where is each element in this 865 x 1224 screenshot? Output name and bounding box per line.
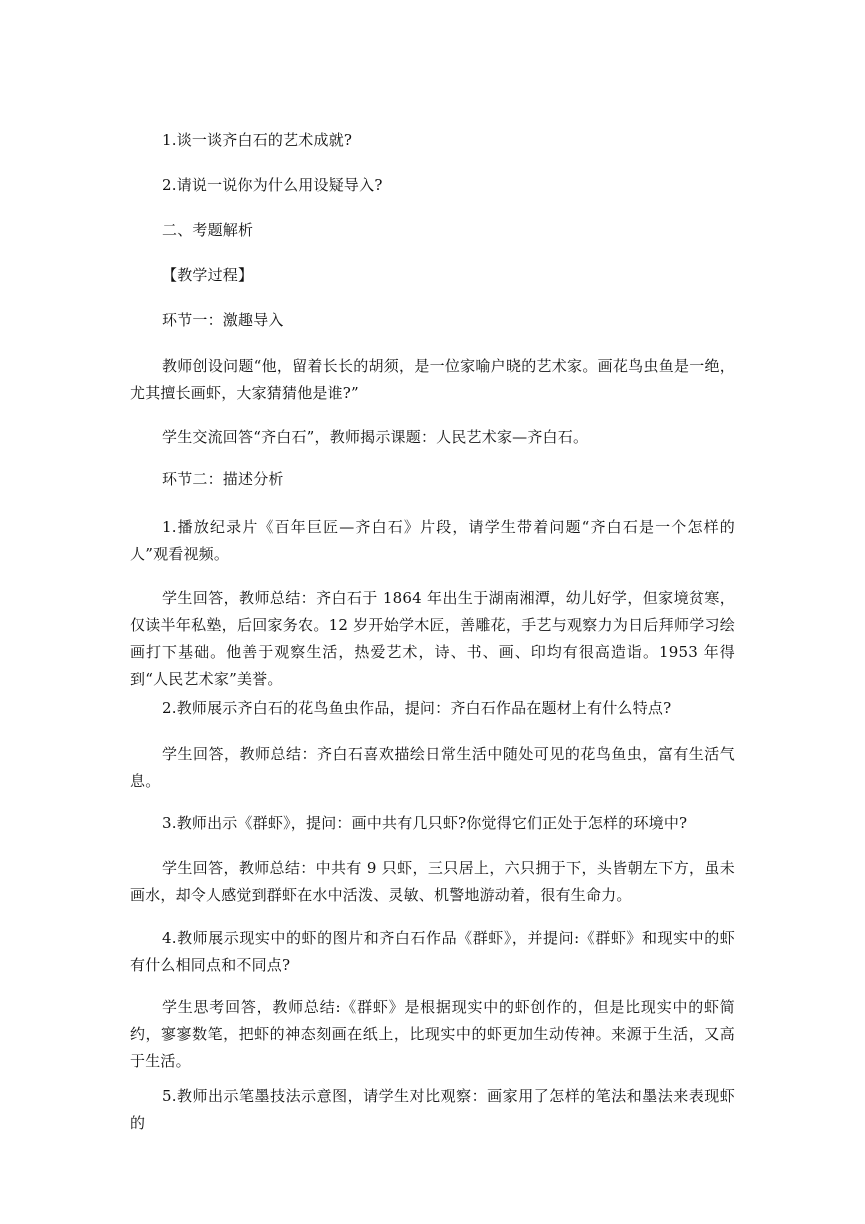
paragraph-student-answer: 学生交流回答“齐白石”，教师揭示课题：人民艺术家—齐白石。 xyxy=(162,428,589,446)
paragraph-subject-question: 2.教师展示齐白石的花鸟鱼虫作品，提问：齐白石作品在题材上有什么特点? xyxy=(162,699,672,717)
section-heading: 二、考题解析 xyxy=(162,221,254,239)
paragraph-documentary: 1.播放纪录片《百年巨匠—齐白石》片段，请学生带着问题“齐白石是一个怎样的人”观看视频。 xyxy=(130,518,735,563)
paragraph-subject-summary: 学生回答，教师总结：齐白石喜欢描绘日常生活中随处可见的花鸟鱼虫，富有生活气息。 xyxy=(130,745,735,790)
paragraph-technique-question: 5.教师出示笔墨技法示意图，请学生对比观察：画家用了怎样的笔法和墨法来表现虾的 xyxy=(130,1087,735,1132)
paragraph-comparison-summary: 学生思考回答，教师总结:《群虾》是根据现实中的虾创作的，但是比现实中的虾简约，寥寥数笔，把虾的神态刻画在纸上，比现实中的虾更加生动传神。来源于生活，又高于生活。 xyxy=(130,998,735,1070)
step-2-heading: 环节二：描述分析 xyxy=(162,470,284,488)
question-1: 1.谈一谈齐白石的艺术成就? xyxy=(162,131,353,149)
paragraph-shrimp-question: 3.教师出示《群虾》，提问：画中共有几只虾?你觉得它们正处于怎样的环境中? xyxy=(162,814,688,832)
paragraph-teacher-question: 教师创设问题“他，留着长长的胡须，是一位家喻户晓的艺术家。画花鸟虫鱼是一绝，尤其擅长画虾，大家猜猜他是谁?” xyxy=(130,357,735,402)
step-1-heading: 环节一：激趣导入 xyxy=(162,311,284,329)
teaching-process-heading: 【教学过程】 xyxy=(162,266,254,284)
question-2: 2.请说一说你为什么用设疑导入? xyxy=(162,176,383,194)
paragraph-biography-summary: 学生回答，教师总结：齐白石于 1864 年出生于湖南湘潭，幼儿好学，但家境贫寒，仅读半年私塾，后回家务农。12 岁开始学木匠，善雕花，手艺与观察力为日后拜师学习绘画打下基础。他善于观察生活，热爱艺术，诗、书、画、印均有很高造诣。1953 年得到“人民艺术家”美誉。 xyxy=(130,589,735,688)
paragraph-shrimp-summary: 学生回答，教师总结：中共有 9 只虾，三只居上，六只拥于下，头皆朝左下方，虽未画水，却令人感觉到群虾在水中活泼、灵敏、机警地游动着，很有生命力。 xyxy=(130,859,735,904)
paragraph-comparison-question: 4.教师展示现实中的虾的图片和齐白石作品《群虾》，并提问:《群虾》和现实中的虾有什么相同点和不同点? xyxy=(130,929,735,974)
